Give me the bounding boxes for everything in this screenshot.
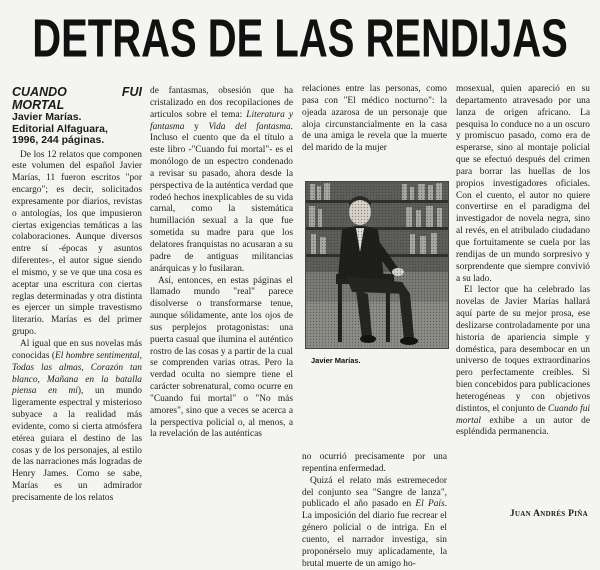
column-4 [456,84,590,439]
book-details: 1996, 244 páginas. [12,134,105,146]
paragraph: Así, entonces, en estas páginas el llamado mundo "real" parece disolverse o transformarse tenue, aunque sólidamente, ante los ojos de sus perplejos protagonistas: una puerta casual que ilumina el auténtico rostro de las cosas y a partir de la cual se comprenden varias otras. Pero la verdad oculta no siempre tiene el carácter sobrenatural, como ocurre en "Cuando fui mortal" o "No más amores", sino que a veces se acerca a la perspectiva policial o, al menos, a la revelación de las auténticas [150,275,293,440]
paragraph: de fantasmas, obsesión que ha cristalizado en dos recopilaciones de artículos sobre el tema: Literatura y fantasma y Vida del fantasma. Incluso el cuento que da el título a este libro -"Cuando fui mortal"- es el monólogo de un espectro condenado a revisar su pasado, ahora desde la perspectiva de la auténtica verdad que rodeó hechos inexplicables de su vida carnal, como la sistemática humillación sexual a la que fue sometida su madre para que los delatores franquistas no acusaran a su padre de antiguas militancias anárquicas y lo fusilaran. [150,86,294,274]
column-3-lower [302,440,447,570]
paragraph: Quizá el relato más estremecedor del conjunto sea "Sangre de lanza", publicado el año pasado en El País. La imposición del diario fue recrear el género policial o de intriga. En el cuento, el narrador investiga, sin proponérselo muy aplicadamente, la brutal muerte de un amigo ho- [302,475,447,569]
headline: DETRAS DE LAS RENDIJAS [32,9,568,69]
book-meta [12,112,142,147]
paragraph: De los 12 relatos que componen este volumen del español Javier Marías, 11 fueron escritos "por encargo"; es decir, solicitados expresamente por diarios, revistas o antologías, los que impusieron ciertas exigencias temáticas a las colaboraciones. Aunque diversos entre sí -épocas y asuntos diferentes-, el autor sigue siendo el mismo, y se ve que una cosa es aceptar una escritura con ciertas reglas determinadas y otra distinta es ejercer un simple travestismo literario. Marías es del primer grupo. [12,149,142,338]
photo-caption: Javier Marías. [311,356,361,365]
paragraph: no ocurrió precisamente por una repentina enfermedad. [302,452,447,474]
author-photo [305,181,449,349]
book-title: CUANDO FUI MORTAL [12,85,142,112]
paragraph: El lector que ha celebrado las novelas de Javier Marías hallará aquí parte de su mejor prosa, ese deslizarse controladamente por una historia de apariencia simple y doméstica, para desembocar en un universo de toques extraordinarios pero perfectamente creíbles. Si bien concebidos para publicaciones heterogéneas y con objetivos distintos, el conjunto de Cuando fui mortal exhibe a un autor de espléndida permanencia. [456,285,591,438]
column-1 [12,86,142,505]
byline: Juan Andrés Piña [509,509,588,519]
paragraph: mosexual, quien apareció en su departamento atravesado por una lanza de origen africano. La pesquisa lo conduce no a un oscuro y promiscuo pasado, como era de esperarse, sino al montaje policial que se efectuó después del crimen para borrar las huellas de los propios investigadores oficiales. Con el cuento, el autor no quiere convertirse en el paradigma del investigador de novela negra, sino al revés, en el atribulado ciudadano que fortuitamente se cuela por las rendijas de un mundo sorpresivo y sorprendente que siempre convivió a su lado. [456,84,590,284]
book-author: Javier Marías. [12,111,82,123]
paragraph: Al igual que en sus novelas más conocidas (El hombre sentimental, Todas las almas, Corazón tan blanco, Mañana en la batalla piensa en mí), un mundo ligeramente espectral y misterioso subyace a la realidad más evidente, como si cierta atmósfera etérea guiara el destino de las cosas y de los personajes, al estilo de las narraciones más logradas de Henry James. Como se sabe, Marías es un admirador precisamente de los relatos [12,339,142,503]
column-2 [150,86,293,441]
book-publisher: Editorial Alfaguara, [12,122,108,135]
paragraph: relaciones entre las personas, como pasa con "El médico nocturno": la ojeada azarosa de un personaje que aloja circunstancialmente en la casa de una amiga le revela que la muerte del marido de la mujer [302,84,447,154]
author-photo-image [306,182,448,348]
